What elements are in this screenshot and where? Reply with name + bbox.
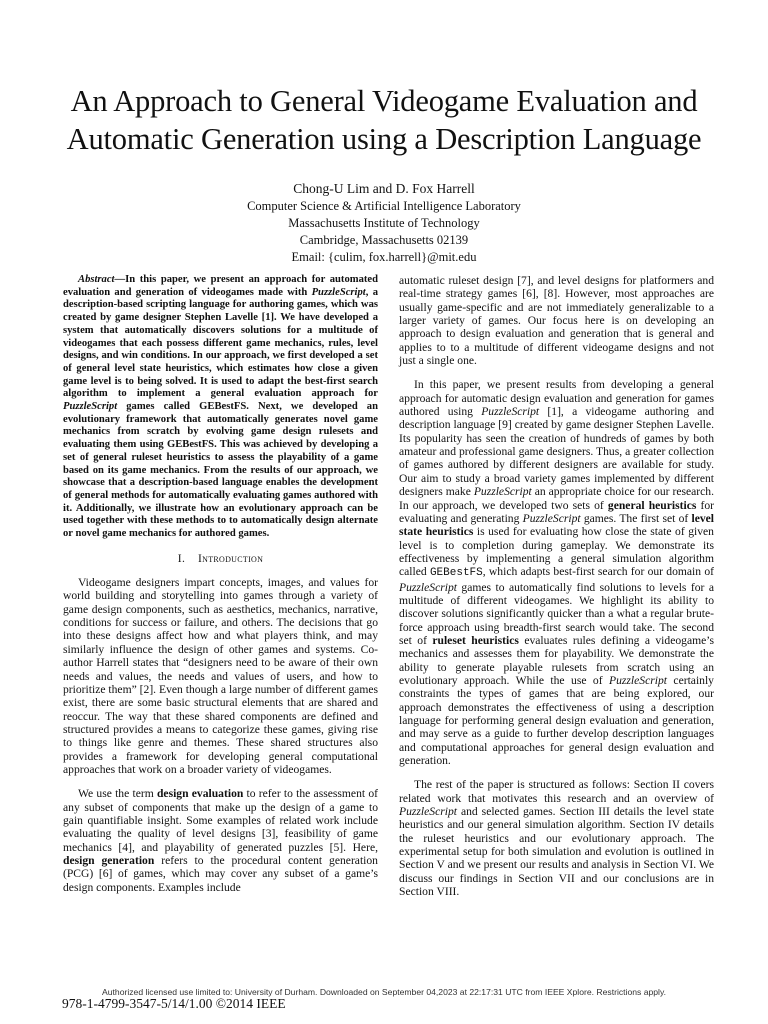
right-column — [399, 274, 714, 909]
r2-e: an appropriate choice for our research. In our approach, we developed two sets of — [399, 485, 714, 512]
r2-o: games to automatically find solutions to levels for a multitude of different videogames. We highlight its ability to discover solutions significantly quicker than a what a regular brute-force approach using breadth-first search would take. The second set of — [399, 580, 714, 647]
term-level-state-heuristics: level state heuristics — [399, 511, 714, 539]
r2-g: for evaluating and generating — [399, 498, 714, 525]
intro-p2-text-a: We use the term — [78, 787, 157, 801]
intro-paragraph-1: Videogame designers impart concepts, images, and values for world building and storytelling into games through a variety of game design components, such as aesthetics, mechanics, narrative, conditions for success or failure, and others. The decisions that go into these designs affect how and what players think, and may similarly influence the design of other games and systems. Co-author Harrell states that “designers need to be aware of their own needs and values, the needs and values of users, and how to prioritize them” [2]. Even though a large number of different games exist, there are some basic structural elements that are shared and reoccur. The way that these shared components are defined and structured provides a means to categorize these games, giving rise to things like genre and themes. These shared structures also provides a framework for developing general computational approaches that work on a broader variety of videogames. — [63, 576, 378, 776]
affiliation-city: Cambridge, Massachusetts 02139 — [299, 233, 469, 247]
r3-c: and selected games. Section III details the level state heuristics and our general simulation algorithm. Section IV details the ruleset heuristics and our evolutionary approach. The experimental setup for both simulation and evolution is outlined in Section V and we present our results and analysis in Section VI. We discuss our findings in Section VII and our conclusions are in Section VIII. — [399, 805, 714, 899]
r2-c: [1], a videogame authoring and description language [9] created by game designer Stephen Lavelle. Its popularity has seen the creation of hundreds of games by both amateur and professional game designers. Thus, a greater collection of games authored by different designers are available for study. Our aim to study a broad variety games implemented by different designers make — [399, 405, 715, 499]
isbn-copyright: 978-1-4799-3547-5/14/1.00 ©2014 IEEE — [62, 996, 286, 1011]
abstract-text-2: , a description-based scripting language for authoring games, which was created by game designer Stephen Lavelle [1]. We have developed a system that automatically discovers solutions for a multitude of videogames that each possess different game mechanics, rules, level designs, and win conditions. In our approach, we first developed a set of general level state heuristics, which estimates how close a given game level is to being solved. It is used to adapt the best-first search algorithm to implement a general evaluation approach for — [63, 286, 378, 400]
r2-r: PuzzleScript — [609, 673, 667, 687]
section-title: Introduction — [197, 551, 264, 565]
r2-s: certainly constraints the types of games that are being explored, our approach demonstrates the effectiveness of using a description language for performing general design evaluation and generation, and may serve as a guide to further develop description languages and computational approaches for general design evaluation and generation. — [399, 673, 714, 768]
intro-paragraph-2 — [63, 787, 378, 894]
r3-b: PuzzleScript — [399, 805, 457, 819]
license-footer: Authorized licensed use limited to: University of Durham. Downloaded on September 04,2023 at 22:17:31 UTC from IEEE Xplore. Restrictions apply. — [102, 987, 666, 997]
r2-d: PuzzleScript — [473, 485, 532, 499]
abstract — [63, 274, 378, 541]
r2-a: In this paper, we present results from developing a general approach for automatic design evaluation and generation for games authored using — [399, 378, 714, 419]
author-names: Chong-U Lim and D. Fox Harrell — [293, 181, 475, 196]
intro-p2-text-c: to refer to the assessment of any subset of components that make up the design of a game to gain quantifiable insight. Some examples of related work include evaluating the quality of level designs [3], feasibility of game mechanics [4], and playability of generated puzzles [5]. Here, — [63, 787, 378, 854]
term-design-generation: design generation — [63, 853, 155, 867]
section-heading-introduction — [63, 552, 378, 565]
r2-q: evaluates rules defining a videogame’s mechanics and assesses them for playability. We demonstrate the ability to generate playable rulesets from scratch using an evolutionary approach. While the use of — [399, 633, 714, 687]
term-general-heuristics: general heuristics — [607, 498, 697, 512]
abstract-dash: — — [114, 274, 126, 285]
r2-m: , which adapts best-first search for our domain of — [482, 565, 715, 579]
intro-p2-text-e: refers to the procedural content generation (PCG) [6] of games, which may cover any subset of a game’s design components. Examples include — [63, 853, 378, 894]
abstract-label: Abstract — [78, 274, 115, 285]
paper-title: An Approach to General Videogame Evaluation and Automatic Generation using a Description Language — [66, 84, 702, 157]
term-gebestfs: GEBestFS — [429, 567, 483, 580]
author-block — [0, 180, 768, 266]
abstract-text-1: In this paper, we present an approach for automated evaluation and generation of videogames made with — [63, 274, 378, 298]
right-paragraph-3 — [399, 778, 714, 898]
abstract-text-3: games called GEBestFS. Next, we developed an evolutionary framework that automatically generates novel game mechanics from scratch by evolving game design rulesets and evaluating them using GEBestFS. This was achieved by developing a set of general ruleset heuristics to assess the playability of a game based on its game mechanics. From the results of our approach, we showcase that a description-based language enables the development of general methods for automatically evaluating games authored with it. Additionally, we illustrate how an evolutionary approach can be used together with these methods to to automatically design alternate or novel game mechanics for authored games. — [63, 401, 378, 540]
abstract-italic-2: PuzzleScript — [63, 401, 118, 413]
right-paragraph-2 — [399, 378, 714, 767]
term-ruleset-heuristics: ruleset heuristics — [432, 633, 519, 647]
r2-i: games. The first set of — [580, 511, 692, 525]
r2-k: is used for evaluating how close the state of given level is to completion during gameplay. We demonstrate its effectiveness by implementing a general simulation algorithm called — [399, 525, 714, 579]
r2-b: PuzzleScript — [481, 405, 540, 419]
abstract-italic-1: PuzzleScript — [311, 286, 366, 298]
left-column — [63, 274, 378, 905]
r2-h: PuzzleScript — [522, 511, 581, 525]
section-numeral: I. — [177, 551, 186, 565]
r3-a: The rest of the paper is structured as follows: Section II covers related work that motivates this research and an overview of — [399, 778, 714, 805]
author-email: Email: {culim, fox.harrell}@mit.edu — [291, 250, 477, 264]
r2-n: PuzzleScript — [399, 580, 457, 594]
right-paragraph-1: automatic ruleset design [7], and level designs for platformers and real-time strategy games [6], [8]. However, most approaches are usually game-specific and are not immediately generalizable to a larger variety of games. Our focus here is on developing an approach to design evaluation and generation that is general and applies to to a multitude of different videogame designs and not just a single one. — [399, 274, 714, 368]
affiliation-institution: Massachusetts Institute of Technology — [288, 216, 480, 230]
affiliation-lab: Computer Science & Artificial Intelligence Laboratory — [247, 199, 521, 213]
term-design-evaluation: design evaluation — [156, 787, 244, 801]
